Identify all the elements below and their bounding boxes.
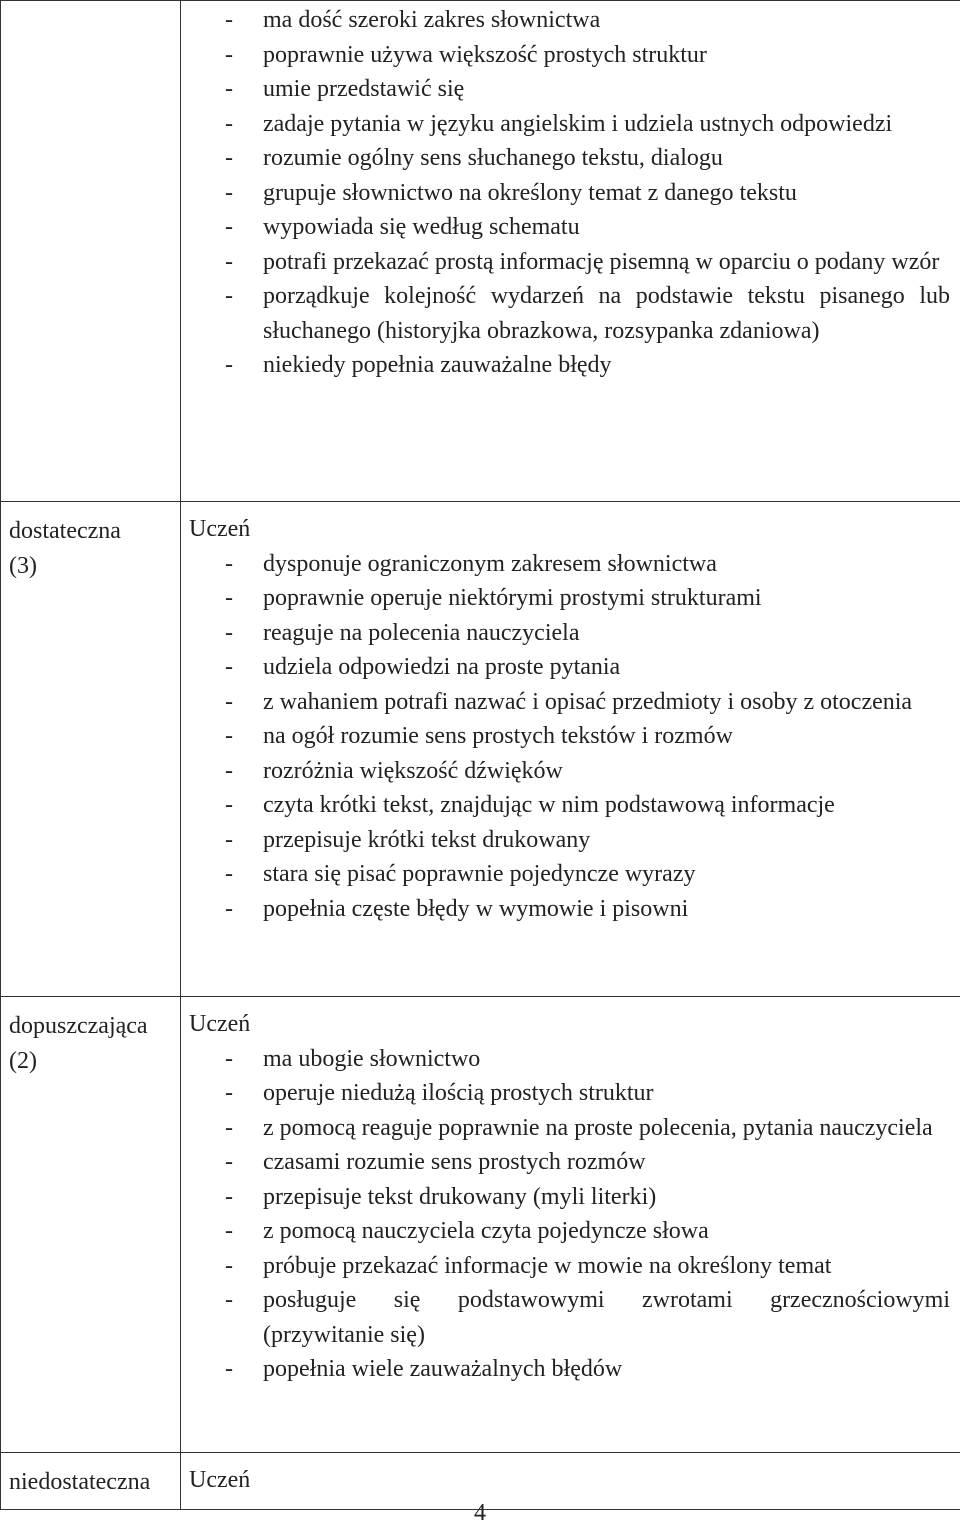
list-item (189, 72, 950, 107)
list-item-text: z wahaniem potrafi nazwać i opisać przedmioty i osoby z otoczenia (263, 689, 912, 715)
list-item-text: potrafi przekazać prostą informację pisemną w oparciu o podany wzór (263, 249, 939, 275)
bullet-dash: - (225, 1145, 233, 1180)
grade-name: dostateczna (9, 518, 121, 544)
intro-text: Uczeń (189, 512, 950, 547)
list-item-text: przepisuje krótki tekst drukowany (263, 827, 590, 853)
bullet-dash: - (225, 245, 233, 280)
table-row (1, 1, 960, 502)
list-item-text: rozróżnia większość dźwięków (263, 758, 563, 784)
list-item (189, 1111, 950, 1146)
list-item (189, 1214, 950, 1249)
list-item (189, 107, 950, 142)
list-item-text: umie przedstawić się (263, 76, 464, 102)
list-item-text: na ogół rozumie sens prostych tekstów i rozmów (263, 723, 733, 749)
list-item (189, 547, 950, 582)
list-item (189, 1180, 950, 1215)
list-item (189, 3, 950, 38)
list-item-text: rozumie ogólny sens słuchanego tekstu, dialogu (263, 145, 723, 171)
bullet-dash: - (225, 38, 233, 73)
list-item-text: operuje niedużą ilością prostych struktur (263, 1080, 654, 1106)
description-cell (181, 1, 960, 502)
list-item (189, 1352, 950, 1387)
list-item-text: przepisuje tekst drukowany (myli literki) (263, 1184, 656, 1210)
list-item-text: ma ubogie słownictwo (263, 1046, 480, 1072)
bullet-dash: - (225, 1249, 233, 1284)
list-item (189, 788, 950, 823)
description-cell (181, 502, 960, 997)
bullet-dash: - (225, 685, 233, 720)
list-item (189, 176, 950, 211)
bullet-dash: - (225, 348, 233, 383)
list-item (189, 650, 950, 685)
list-item (189, 892, 950, 927)
grade-number: (2) (9, 1048, 37, 1074)
list-item-text: zadaje pytania w języku angielskim i udziela ustnych odpowiedzi (263, 111, 892, 137)
list-item-text: poprawnie używa większość prostych struktur (263, 42, 707, 68)
bullet-dash: - (225, 581, 233, 616)
criteria-list (189, 3, 950, 383)
bullet-dash: - (225, 1283, 233, 1318)
bullet-dash: - (225, 1352, 233, 1387)
list-item (189, 1283, 950, 1352)
list-item (189, 1076, 950, 1111)
page-number: 4 (0, 1500, 960, 1527)
list-item (189, 616, 950, 651)
list-item (189, 823, 950, 858)
intro-text: Uczeń (189, 1463, 950, 1498)
bullet-dash: - (225, 279, 233, 314)
bullet-dash: - (225, 72, 233, 107)
bullet-dash: - (225, 788, 233, 823)
list-item-text: reaguje na polecenia nauczyciela (263, 620, 579, 646)
list-item (189, 1249, 950, 1284)
list-item (189, 279, 950, 348)
grade-name: dopuszczająca (9, 1013, 148, 1039)
bullet-dash: - (225, 3, 233, 38)
list-item-text: czyta krótki tekst, znajdując w nim podstawową informacje (263, 792, 835, 818)
table-row (1, 997, 960, 1453)
bullet-dash: - (225, 141, 233, 176)
list-item-text: udziela odpowiedzi na proste pytania (263, 654, 620, 680)
list-item-text: porządkuje kolejność wydarzeń na podstawie tekstu pisanego lub słuchanego (historyjka obrazkowa, rozsypanka zdaniowa) (263, 283, 950, 344)
list-item-text: z pomocą nauczyciela czyta pojedyncze słowa (263, 1218, 709, 1244)
bullet-dash: - (225, 547, 233, 582)
grade-cell-empty (1, 1, 181, 502)
list-item-text: czasami rozumie sens prostych rozmów (263, 1149, 646, 1175)
list-item (189, 1042, 950, 1077)
list-item (189, 348, 950, 383)
list-item (189, 38, 950, 73)
bullet-dash: - (225, 892, 233, 927)
list-item-text: próbuje przekazać informacje w mowie na określony temat (263, 1253, 831, 1279)
list-item (189, 719, 950, 754)
bullet-dash: - (225, 1180, 233, 1215)
list-item-text: poprawnie operuje niektórymi prostymi strukturami (263, 585, 762, 611)
bullet-dash: - (225, 857, 233, 892)
bullet-dash: - (225, 650, 233, 685)
list-item (189, 141, 950, 176)
list-item (189, 210, 950, 245)
list-item-text: z pomocą reaguje poprawnie na proste polecenia, pytania nauczyciela (263, 1115, 933, 1141)
list-item-text: niekiedy popełnia zauważalne błędy (263, 352, 612, 378)
criteria-list (189, 547, 950, 927)
list-item-text: posługuje się podstawowymi zwrotami grzecznościowymi (przywitanie się) (263, 1287, 950, 1348)
list-item (189, 245, 950, 280)
list-item (189, 685, 950, 720)
list-item (189, 857, 950, 892)
intro-text: Uczeń (189, 1007, 950, 1042)
grade-cell (1, 997, 181, 1453)
bullet-dash: - (225, 1111, 233, 1146)
list-item-text: popełnia częste błędy w wymowie i pisowni (263, 896, 688, 922)
bullet-dash: - (225, 1076, 233, 1111)
description-cell (181, 997, 960, 1453)
list-item-text: grupuje słownictwo na określony temat z danego tekstu (263, 180, 797, 206)
grade-name: niedostateczna (9, 1469, 150, 1495)
criteria-list (189, 1042, 950, 1387)
bullet-dash: - (225, 107, 233, 142)
bullet-dash: - (225, 616, 233, 651)
bullet-dash: - (225, 210, 233, 245)
list-item-text: wypowiada się według schematu (263, 214, 580, 240)
list-item-text: ma dość szeroki zakres słownictwa (263, 7, 600, 33)
list-item-text: dysponuje ograniczonym zakresem słownictwa (263, 551, 717, 577)
bullet-dash: - (225, 1214, 233, 1249)
table-row (1, 502, 960, 997)
bullet-dash: - (225, 823, 233, 858)
list-item (189, 581, 950, 616)
grade-number: (3) (9, 553, 37, 579)
list-item (189, 754, 950, 789)
list-item-text: popełnia wiele zauważalnych błędów (263, 1356, 622, 1382)
grade-cell (1, 502, 181, 997)
bullet-dash: - (225, 1042, 233, 1077)
bullet-dash: - (225, 754, 233, 789)
list-item-text: stara się pisać poprawnie pojedyncze wyrazy (263, 861, 695, 887)
bullet-dash: - (225, 719, 233, 754)
list-item (189, 1145, 950, 1180)
bullet-dash: - (225, 176, 233, 211)
